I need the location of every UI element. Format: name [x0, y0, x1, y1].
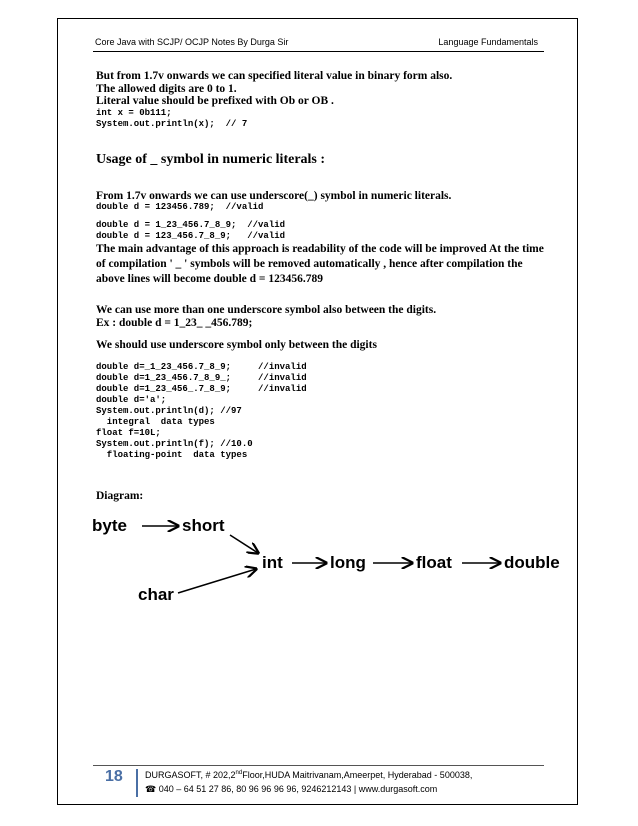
binary-line-3: Literal value should be prefixed with Ob or OB .	[96, 95, 334, 107]
footer-address-post: Floor,HUDA Maitrivanam,Ameerpet, Hyderabad - 500038,	[242, 770, 473, 780]
binary-line-1: But from 1.7v onwards we can specified literal value in binary form also.	[96, 70, 453, 82]
underscore-code-2: double d = 1_23_456.7_8_9; //valid double d = 123_456.7_8_9; //valid	[96, 220, 286, 241]
page-number: 18	[105, 768, 123, 785]
arrow-short-int	[230, 535, 258, 553]
binary-line-2: The allowed digits are 0 to 1.	[96, 82, 237, 95]
footer-contact: ☎ 040 – 64 51 27 86, 80 96 96 96 96, 9246212143 | www.durgasoft.com	[145, 784, 438, 794]
header-section: Language Fundamentals	[438, 37, 538, 47]
node-byte: byte	[92, 516, 127, 535]
page-content	[96, 70, 544, 502]
node-long: long	[330, 553, 366, 572]
multi-underscore-line: We can use more than one underscore symbol also between the digits.	[96, 304, 437, 316]
node-double: double	[504, 553, 560, 572]
diagram-label: Diagram:	[96, 489, 144, 502]
node-char: char	[138, 585, 174, 604]
only-between-digits: We should use underscore symbol only between the digits	[96, 339, 377, 351]
advantage-paragraph: The main advantage of this approach is readability of the code will be improved At the time of compilation ' _ ' symbols will be removed automatically , hence after compilation the above lines will become double d = 123456.789	[96, 243, 544, 285]
footer-address	[145, 770, 472, 780]
node-float: float	[416, 553, 452, 572]
header-rule	[93, 51, 544, 52]
type-promotion-diagram	[90, 505, 570, 615]
underscore-intro: From 1.7v onwards we can use underscore(_) symbol in numeric literals.	[96, 189, 452, 202]
header-title: Core Java with SCJP/ OCJP Notes By Durga Sir	[95, 37, 289, 47]
binary-code: int x = 0b111; System.out.println(x); // 7	[96, 107, 248, 129]
footer-address-pre: DURGASOFT, # 202,2	[145, 770, 236, 780]
footer-rule	[93, 765, 544, 766]
node-int: int	[262, 553, 283, 572]
arrow-char-int	[178, 569, 256, 593]
underscore-heading: Usage of _ symbol in numeric literals :	[96, 151, 326, 167]
node-short: short	[182, 516, 225, 535]
multi-underscore-example: Ex : double d = 1_23_ _456.789;	[96, 316, 253, 329]
underscore-code-1: double d = 123456.789; //valid	[96, 202, 264, 212]
footer-address-sup: nd	[235, 770, 243, 776]
invalid-code-block: double d=_1_23_456.7_8_9; //invalid double d=1_23_456.7_8_9_; //invalid double d=1_23_456_.7_8_9; //invalid double d='a'; System.out.println(d); //97 integral data types float f=10L; System.out.println(f); //10.0 floating-point data types	[96, 361, 307, 460]
footer-divider	[136, 769, 138, 797]
